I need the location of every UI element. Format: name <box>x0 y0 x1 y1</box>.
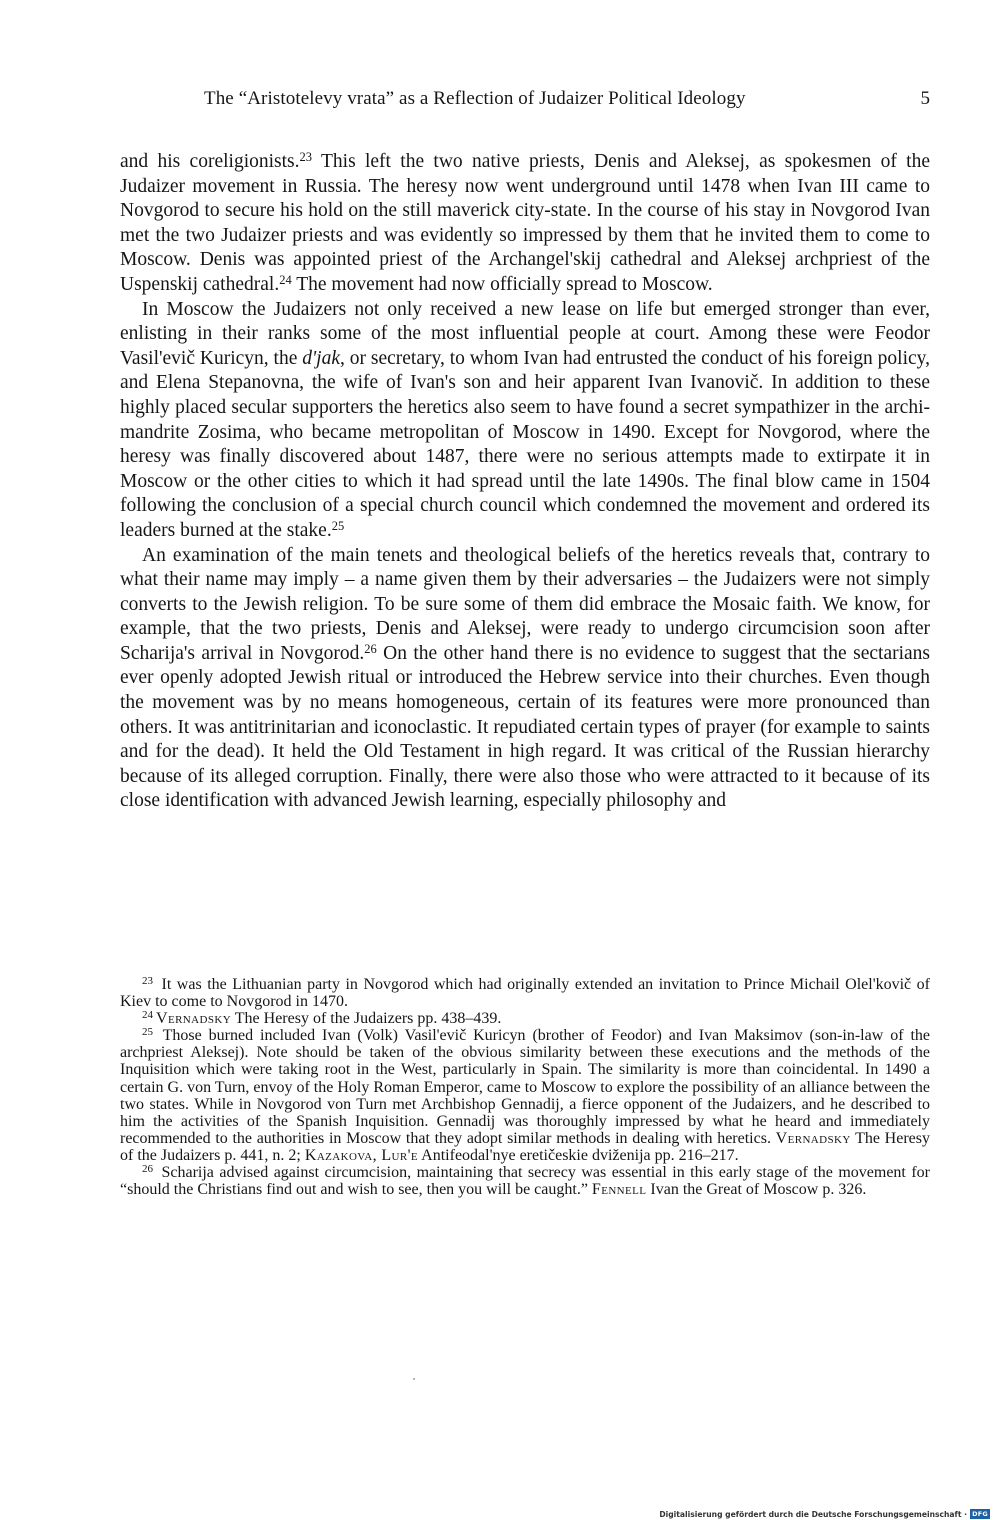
paragraph-3-text: An examination of the main tenets and theological beliefs of the heretics reveals that, contrary to what their name may imply – a name given them by their adversaries – the Judaizers were not simply converts to the Jewish religion. To be sure some of them did embrace the Mosaic faith. We know, for example, that the two priests, Denis and Aleksej, were ready to undergo circumcision soon after Scharija's arrival in Novgorod. <box>120 544 930 664</box>
footnote-26 <box>120 1164 930 1198</box>
footnote-ref-26: 26 <box>364 641 377 656</box>
footnote-ref-23: 23 <box>299 150 313 164</box>
footnote-ref-24: 24 <box>279 272 292 287</box>
footnote-text: The Heresy of the Judaizers pp. 438–439. <box>231 1010 502 1028</box>
page-number: 5 <box>920 88 930 109</box>
paragraph-3 <box>120 544 930 815</box>
running-head <box>120 88 930 118</box>
footnote-number: 24 <box>142 1009 153 1022</box>
dfg-logo-icon: DFG <box>970 1509 990 1519</box>
footnote-number: 26 <box>142 1163 153 1176</box>
footnote-text: Ivan the Great of Moscow p. 326. <box>646 1181 867 1199</box>
author-name: Fennell <box>591 1181 647 1199</box>
footnote-text: The Heresy of the Judaizers p. 441, n. 2; <box>120 1129 930 1164</box>
footnote-text: Scharija advised against circumcision, maintaining that secrecy was essential in this early stage of the movement for “should the Christians find out and wish to see, then you will be caught.” <box>120 1164 930 1199</box>
footnote-24 <box>120 1010 930 1027</box>
paragraph-2 <box>120 298 930 544</box>
digitization-notice-text: Digitalisierung gefördert durch die Deutsche Forschungsgemeinschaft · <box>659 1509 967 1519</box>
paragraph-1-text: The movement had now officially spread to Moscow. <box>291 273 713 295</box>
scan-speck <box>413 1378 415 1380</box>
footnote-25 <box>120 1027 930 1164</box>
footnote-text: Antifeodal'nye eretičeskie dviženija pp. 216–217. <box>418 1146 739 1164</box>
running-title: The “Aristotelevy vrata” as a Reflection of Judaizer Political Ideology <box>204 88 746 109</box>
paragraph-2-text: , or secretary, to whom Ivan had entrusted the conduct of his foreign policy, and Elena Stepanovna, the wife of Ivan's son and heir apparent Ivan Ivanovič. In addition to these highly placed secular supporters the heretics also seem to have found a secret sympathizer in the archimandrite Zosima, who became metropolitan of Moscow in 1490. Except for Novgorod, where the heresy was finally discovered about 1487, there were no serious attempts made to extirpate it in Moscow or the other cities to which it had spread until the late 1490s. The final blow came in 1504 following the conclusion of a special church council which condemned the movement and ordered its leaders burned at the stake. <box>120 347 931 541</box>
footnote-number: 23 <box>142 975 153 987</box>
footnote-23 <box>120 976 930 1010</box>
paragraph-1 <box>120 150 930 298</box>
paragraph-1-text: and his coreligionists. <box>120 151 300 172</box>
author-name: Vernadsky <box>775 1129 851 1147</box>
djak-term: d'jak <box>302 347 340 369</box>
paragraph-2-text: In Moscow the Judaizers not only received a new lease on life but emerged stronger than ever, enlisting in their ranks some of the most influential people at court. Among these were Feodor Vasil'evič Kuricyn, the <box>120 298 930 369</box>
body-text <box>120 150 930 814</box>
footnote-number: 25 <box>142 1026 153 1039</box>
footnote-text: It was the Lithuanian party in Novgorod which had originally extended an invitation to Prince Michail Olel'kovič of Kiev to come to Novgorod in 1470. <box>120 976 930 1011</box>
author-name: Vernadsky <box>156 1010 232 1028</box>
author-name: Kazakova, Lur'e <box>304 1146 419 1164</box>
digitization-notice <box>659 1508 990 1520</box>
paragraph-3-text: On the other hand there is no evidence to suggest that the sectarians ever openly adopted Jewish ritual or introduced the Hebrew service into their churches. Even though the movement was by no means homogeneous, certain of its features were more pronounced than others. It was antitrinitarian and iconoclastic. It repudiated certain types of prayer (for example to saints and for the dead). It held the Old Testament in high regard. It was critical of the Russian hierarchy because of its alleged corruption. Finally, there were also those who were attracted to it because of its close identification with advanced Jewish learning, especially philosophy and <box>120 642 930 812</box>
footnotes <box>120 976 930 1198</box>
footnote-ref-25: 25 <box>331 518 345 533</box>
paragraph-1-text: This left the two native priests, Denis and Aleksej, as spokesmen of the Judaizer movement in Russia. The heresy now went underground until 1478 when Ivan III came to Novgorod to secure his hold on the still maverick city-state. In the course of his stay in Novgorod Ivan met the two Judaizer priests and was evidently so impressed by them that he invited them to come to Moscow. Denis was appointed priest of the Archangel'skij cathedral and Aleksej archpriest of the Uspenskij cathedral. <box>120 151 930 295</box>
footnote-text: Those burned included Ivan (Volk) Vasil'evič Kuricyn (brother of Feodor) and Ivan Maksimov (son-in-law of the archpriest Aleksej). Note should be taken of the obvious similarity between these executions and the methods of the Inquisition which were taking root in the West, particularly in Spain. The similarity is more than coincidental. In 1490 a certain G. von Turn, envoy of the Holy Roman Emperor, came to Moscow to explore the possibility of an alliance between the two states. While in Novgorod von Turn met Archbishop Gennadij, a fierce opponent of the Judaizers, and he described to him the activities of the Spanish Inquisition. Gennadij was thoroughly impressed by what he heard and immediately recommended to the authorities in Moscow that they adopt similar methods in dealing with heretics. <box>120 1027 930 1147</box>
